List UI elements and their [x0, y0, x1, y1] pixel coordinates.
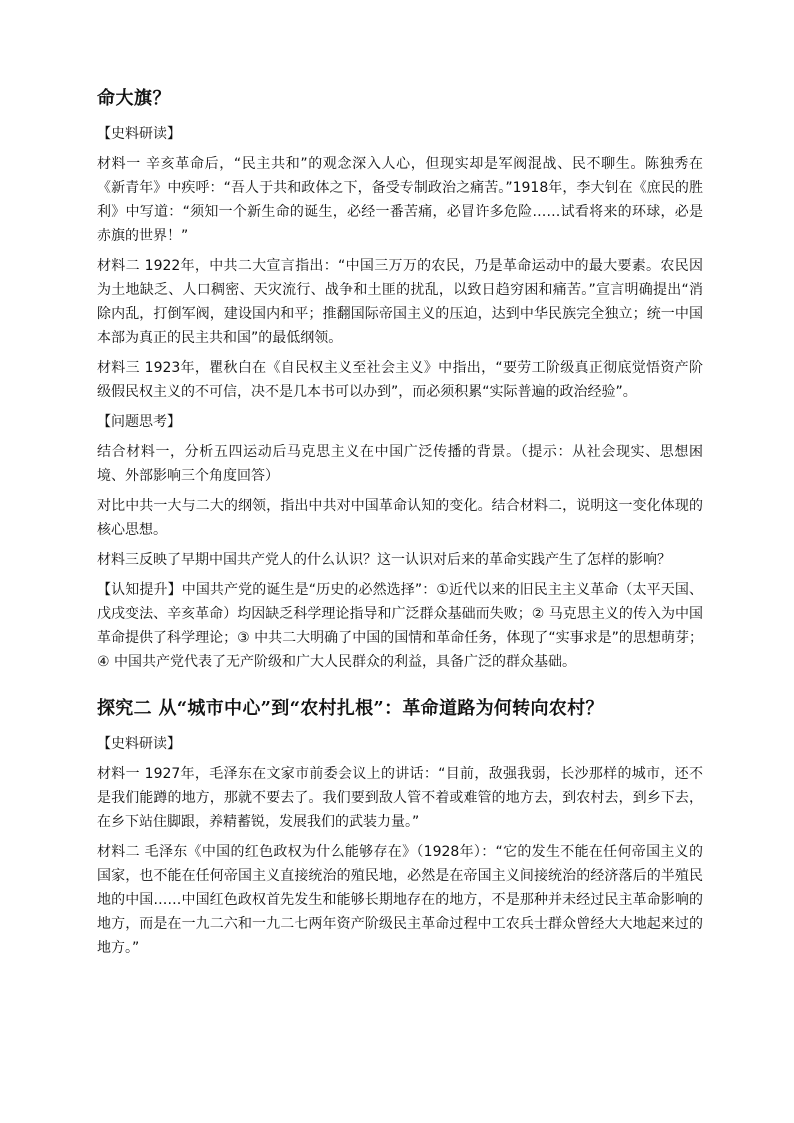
section2-material-two: 材料二 毛泽东《中国的红色政权为什么能够存在》（1928年）：“它的发生不能在任何帝国主义的国家，也不能在任何帝国主义直接统治的殖民地，必然是在帝国主义间接统治的经济落后的半殖民地的中国……中国红色政权首先发生和能够长期地存在的地方，不是那种并未经过民主革命影响的地方，而是在一九二六和一九二七两年资产阶级民主革命过程中工农兵士群众曾经大大地起来过的地方。” — [97, 844, 703, 956]
history-reading-label: 【史料研读】 — [97, 126, 181, 142]
section-heading-continued: 命大旗？ — [97, 88, 171, 109]
question-one: 结合材料一，分析五四运动后马克思主义在中国广泛传播的背景。（提示：从社会现实、思想困境、外部影响三个角度回答） — [97, 444, 703, 484]
history-reading-label-2: 【史料研读】 — [97, 736, 181, 752]
question-thinking-label: 【问题思考】 — [97, 414, 181, 430]
material-one-paragraph: 材料一 辛亥革命后，“民主共和”的观念深入人心，但现实却是军阀混战、民不聊生。陈独秀在《新青年》中疾呼：“吾人于共和政体之下，备受专制政治之痛苦。”1918年，李大钊在《庶民的胜利》中写道：“须知一个新生命的诞生，必经一番苦痛，必冒许多危险……试看将来的环球，必是赤旗的世界！” — [97, 156, 703, 244]
question-two: 对比中共一大与二大的纲领，指出中共对中国革命认知的变化。结合材料二，说明这一变化体现的核心思想。 — [97, 498, 703, 538]
inquiry-two-heading: 探究二 从“城市中心”到“农村扎根”：革命道路为何转向农村？ — [97, 698, 604, 719]
document-page — [97, 86, 703, 966]
material-three-paragraph: 材料三 1923年，瞿秋白在《自民权主义至社会主义》中指出，“要劳工阶级真正彻底觉悟资产阶级假民权主义的不可信，决不是几本书可以办到”，而必须积累“实际普遍的政治经验”。 — [97, 360, 703, 400]
section2-material-one: 材料一 1927年，毛泽东在文家市前委会议上的讲话：“目前，敌强我弱，长沙那样的城市，还不是我们能蹲的地方，那就不要去了。我们要到敌人管不着或难管的地方去，到农村去，到乡下去，在乡下站住脚跟，养精蓄锐，发展我们的武装力量。” — [97, 766, 703, 830]
cognition-boost-paragraph — [97, 578, 703, 674]
question-three: 材料三反映了早期中国共产党人的什么认识？这一认识对后来的革命实践产生了怎样的影响？ — [97, 552, 671, 568]
cognition-boost-label: 【认知提升】 — [97, 582, 182, 598]
cognition-boost-text: 中国共产党的诞生是“历史的必然选择”：①近代以来的旧民主主义革命（太平天国、戊戌变法、辛亥革命）均因缺乏科学理论指导和广泛群众基础而失败；② 马克思主义的传入为中国革命提供了科学理论；③ 中共二大明确了中国的国情和革命任务，体现了“实事求是”的思想萌芽；④ 中国共产党代表了无产阶级和广大人民群众的利益，具备广泛的群众基础。 — [97, 582, 704, 670]
material-two-paragraph: 材料二 1922年，中共二大宣言指出：“中国三万万的农民，乃是革命运动中的最大要素。农民因为土地缺乏、人口稠密、天灾流行、战争和土匪的扰乱，以致日趋穷困和痛苦。”宣言明确提出“消除内乱，打倒军阀，建设国内和平；推翻国际帝国主义的压迫，达到中华民族完全独立；统一中国本部为真正的民主共和国”的最低纲领。 — [97, 258, 703, 346]
